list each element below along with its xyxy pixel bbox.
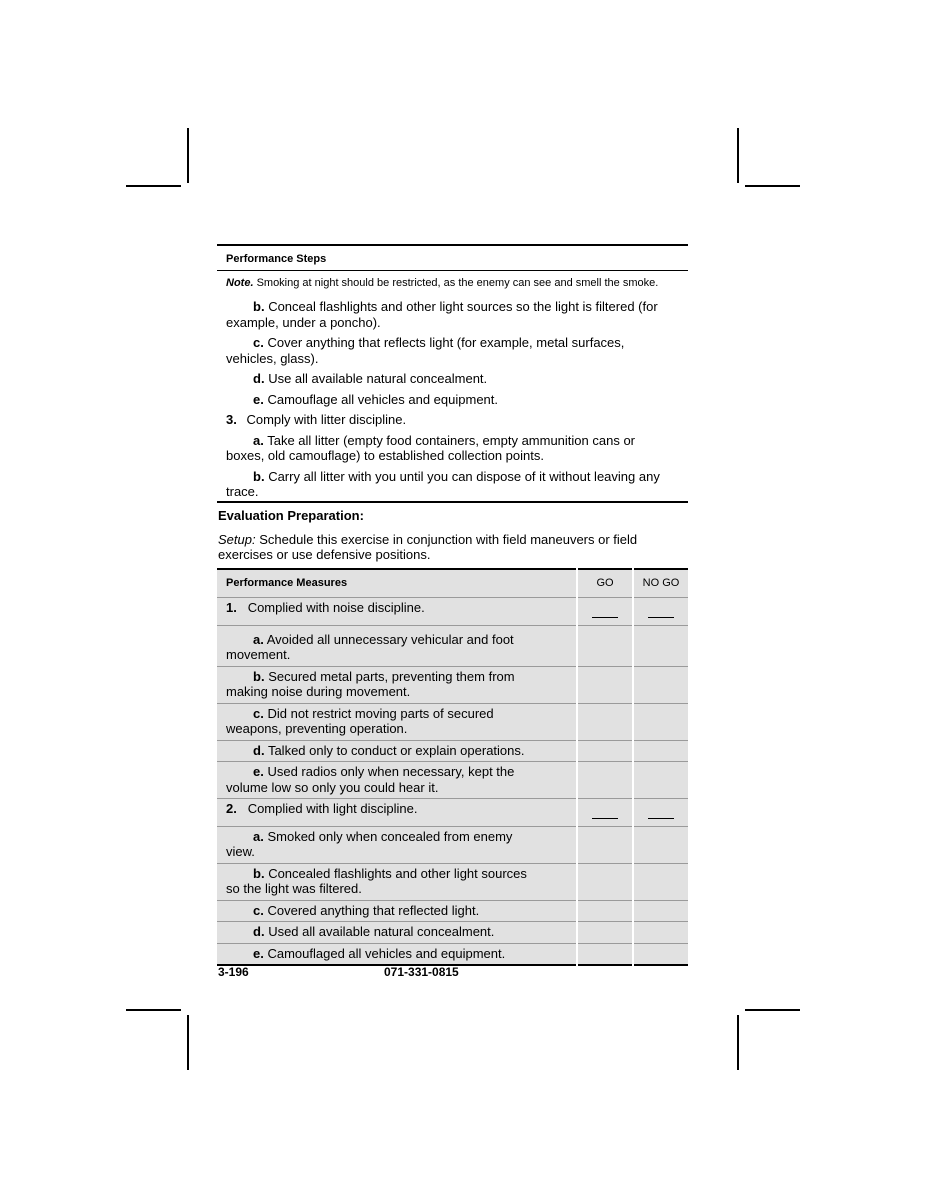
step-3b: b. Carry all litter with you until you can dispose of it without leaving any trace. <box>226 468 660 499</box>
note <box>217 271 688 296</box>
crop-mark-top-left-vertical <box>187 128 189 183</box>
nogo-blank[interactable] <box>633 799 688 827</box>
step-2e: e. Camouflage all vehicles and equipment. <box>253 391 498 407</box>
crop-mark-bottom-left-horizontal <box>126 1009 181 1011</box>
table-row: c. Did not restrict moving parts of secured weapons, preventing operation. <box>217 703 688 740</box>
step-2b: b. Conceal flashlights and other light sources so the light is filtered (for example, under a poncho). <box>226 299 658 330</box>
table-row: d. Used all available natural concealment. <box>217 922 688 944</box>
step-2d: d. Use all available natural concealment. <box>253 371 488 386</box>
setup-text: Schedule this exercise in conjunction with field maneuvers or field exercises or use defensive positions. <box>218 531 638 562</box>
go-blank[interactable] <box>577 799 633 827</box>
setup-paragraph <box>217 523 688 568</box>
crop-mark-bottom-right-vertical <box>737 1015 739 1070</box>
nogo-blank[interactable] <box>633 598 688 626</box>
table-row: b. Secured metal parts, preventing them from making noise during movement. <box>217 666 688 703</box>
page-number: 3-196 <box>218 965 249 979</box>
step-3: 3. Comply with litter discipline. <box>226 412 407 427</box>
go-header: GO <box>577 569 633 598</box>
table-row: c. Covered anything that reflected light. <box>217 900 688 922</box>
crop-mark-bottom-right-horizontal <box>745 1009 800 1011</box>
crop-mark-top-right-vertical <box>737 128 739 183</box>
table-row: a. Smoked only when concealed from enemy view. <box>217 826 688 863</box>
note-label: Note. <box>226 277 254 289</box>
crop-mark-bottom-left-vertical <box>187 1015 189 1070</box>
crop-mark-top-right-horizontal <box>745 185 800 187</box>
table-header-row <box>217 569 688 598</box>
steps-list <box>217 299 688 500</box>
table-row: d. Talked only to conduct or explain operations. <box>217 740 688 762</box>
task-number: 071-331-0815 <box>384 965 459 979</box>
setup-label: Setup: <box>218 531 256 547</box>
table-row: 2. Complied with light discipline. <box>217 799 688 827</box>
table-row: e. Used radios only when necessary, kept the volume low so only you could hear it. <box>217 762 688 799</box>
table-row: e. Camouflaged all vehicles and equipment. <box>217 943 688 965</box>
table-row: a. Avoided all unnecessary vehicular and foot movement. <box>217 625 688 666</box>
document-content <box>217 244 688 966</box>
performance-measures-header: Performance Measures <box>226 576 348 589</box>
go-blank[interactable] <box>577 598 633 626</box>
table-row: 1. Complied with noise discipline. <box>217 598 688 626</box>
performance-steps-header: Performance Steps <box>226 253 327 265</box>
performance-measures-table <box>217 568 688 967</box>
nogo-header: NO GO <box>633 569 688 598</box>
evaluation-preparation-title: Evaluation Preparation: <box>218 507 364 523</box>
step-2c: c. Cover anything that reflects light (for example, metal surfaces, vehicles, glass). <box>226 335 625 366</box>
crop-mark-top-left-horizontal <box>126 185 181 187</box>
note-text: Smoking at night should be restricted, as the enemy can see and smell the smoke. <box>256 277 659 289</box>
table-row: b. Concealed flashlights and other light sources so the light was filtered. <box>217 863 688 900</box>
step-3a: a. Take all litter (empty food containers, empty ammunition cans or boxes, old camouflage) to established collection points. <box>226 432 636 463</box>
